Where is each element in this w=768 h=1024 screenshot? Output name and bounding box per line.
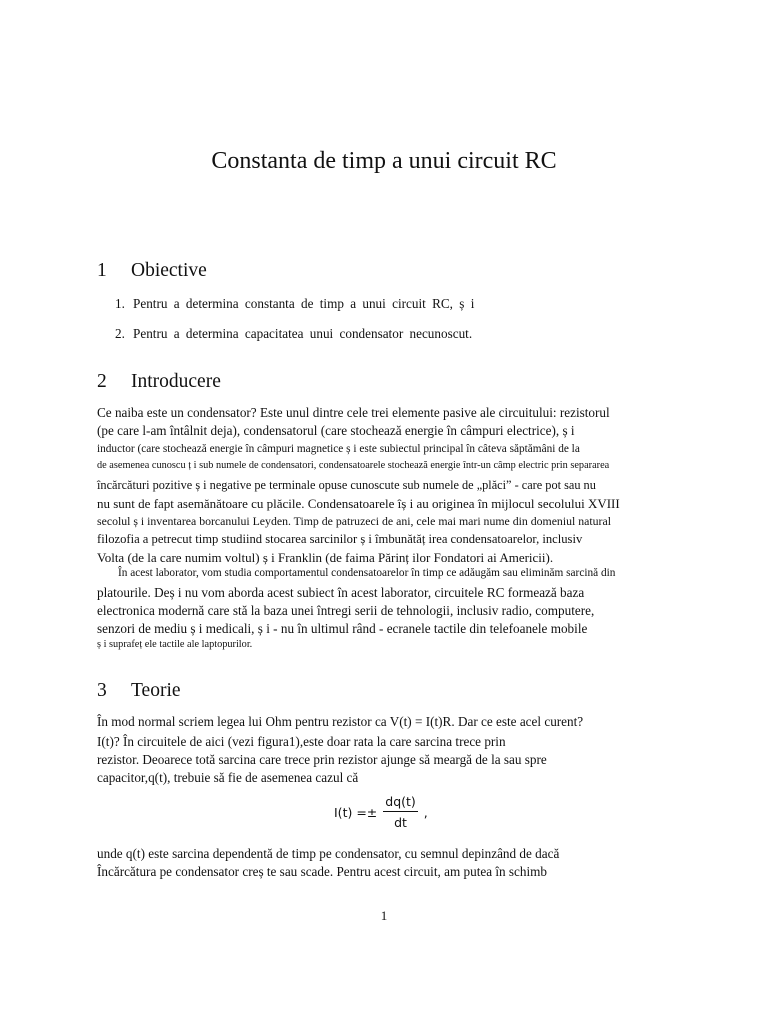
text-line: de asemenea cunoscu ț i sub numele de condensatori, condensatoarele stochează energie într-un câmp electric prin separarea	[97, 460, 610, 471]
equation-current	[334, 794, 428, 830]
text-line: capacitor,q(t), trebuie să fie de asemenea cazul că	[97, 770, 359, 785]
document-title: Constanta de timp a unui circuit RC	[211, 148, 557, 174]
text-line: În mod normal scriem legea lui Ohm pentru rezistor ca V(t) = I(t)R. Dar ce este acel curent?	[97, 714, 584, 729]
text-line: secolul ș i inventarea borcanului Leyden. Timp de patruzeci de ani, cele mai mari nume din domeniul natural	[97, 514, 611, 528]
list-item: 1. Pentru a determina constanta de timp a unui circuit RC, ș i	[115, 296, 475, 311]
text-line: I(t)? În circuitele de aici (vezi figura1),este doar rata la care sarcina trece prin	[97, 734, 506, 749]
text-line: senzori de mediu ș i medicali, ș i - nu în ultimul rând - ecranele tactile din telefoanele mobile	[97, 621, 588, 636]
equation-fraction	[383, 794, 418, 830]
text-line: Volta (de la care numim voltul) ș i Franklin (de faima Părinț ilor Fondatori ai Americii).	[97, 550, 554, 565]
text-line: rezistor. Deoarece totă sarcina care trece prin rezistor ajunge să meargă de la sau spre	[97, 752, 547, 767]
text-line: ș i suprafeț ele tactile ale laptopurilor.	[97, 639, 253, 650]
section-title: Obiective	[131, 260, 207, 281]
text-line: filozofia a petrecut timp studiind stocarea sarcinilor ș i îmbunătăț irea condensatoarelor, inclusiv	[97, 532, 583, 546]
text-line: În acest laborator, vom studia comportamentul condensatoarelor în timp ce adăugăm sau eliminăm sarcină din	[118, 567, 616, 579]
text-line: unde q(t) este sarcina dependentă de timp pe condensator, cu semnul depinzând de dacă	[97, 846, 560, 861]
text-line: platourile. Deș i nu vom aborda acest subiect în acest laborator, circuitele RC formează baza	[97, 585, 585, 600]
equation-lhs: I(t) =±	[334, 804, 378, 820]
page-number: 1	[380, 908, 388, 923]
text-line: electronica modernă care stă la baza unei întregi serii de tehnologii, inclusiv radio, computere,	[97, 603, 595, 618]
text-line: Încărcătura pe condensator creș te sau scade. Pentru acest circuit, am putea în schimb	[97, 864, 548, 879]
text-line: încărcături pozitive ș i negative pe terminale opuse cunoscute sub numele de „plăci” - care pot sau nu	[97, 478, 596, 492]
section-title: Teorie	[131, 680, 181, 701]
section-heading-introducere	[97, 371, 221, 393]
equation-trailing: ,	[423, 804, 428, 820]
section-title: Introducere	[131, 371, 221, 392]
section-heading-teorie	[97, 680, 181, 702]
text-line: (pe care l-am întâlnit deja), condensatorul (care stochează energie în câmpuri electrice), ș i	[97, 423, 575, 438]
equation-numerator: dq(t)	[383, 794, 418, 812]
list-item: 2. Pentru a determina capacitatea unui condensator necunoscut.	[115, 326, 473, 341]
section-number: 1	[97, 260, 107, 281]
section-number: 2	[97, 371, 107, 392]
text-line: nu sunt de fapt asemănătoare cu plăcile. Condensatoarele îș i au originea în mijlocul secolului XVIII	[97, 496, 620, 511]
section-heading-objectives	[97, 260, 207, 282]
text-line: inductor (care stochează energie în câmpuri magnetice ș i este subiectul principal în câteva săptămâni de la	[97, 443, 580, 455]
section-number: 3	[97, 680, 107, 701]
text-line: Ce naiba este un condensator? Este unul dintre cele trei elemente pasive ale circuitului: rezistorul	[97, 405, 610, 420]
equation-denominator: dt	[394, 815, 407, 830]
